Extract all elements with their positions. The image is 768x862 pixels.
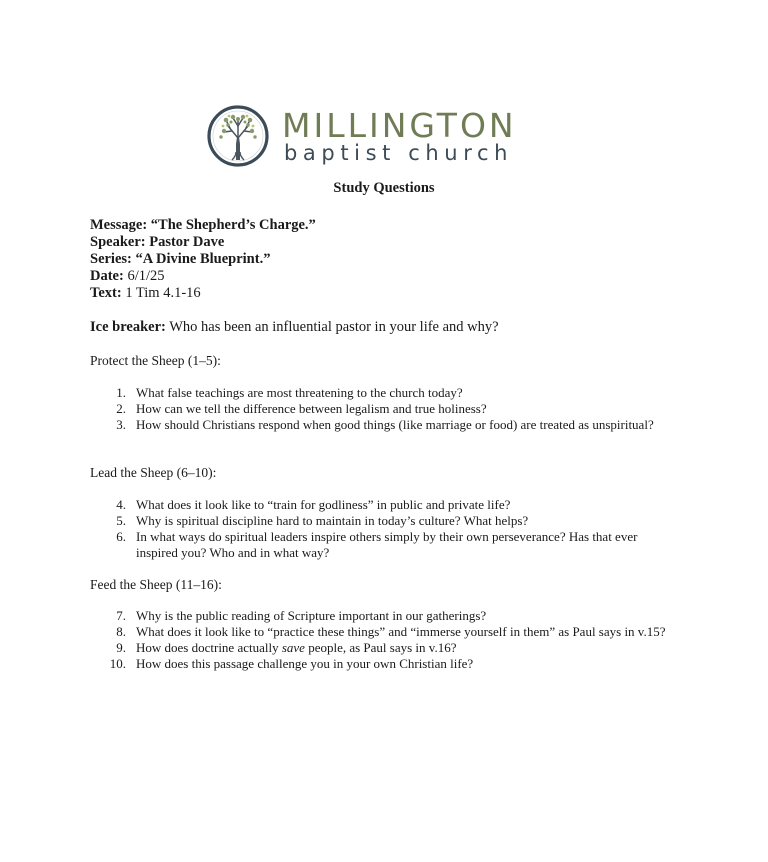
page-title: Study Questions xyxy=(333,180,435,196)
date-label: Date: xyxy=(90,268,124,284)
section-heading-lead: Lead the Sheep (6–10): xyxy=(90,465,217,480)
speaker-value: Pastor Dave xyxy=(149,234,225,250)
series-row xyxy=(90,251,316,268)
icebreaker xyxy=(90,319,499,336)
message-row xyxy=(90,217,316,234)
question-list-protect xyxy=(106,385,676,433)
text-row xyxy=(90,285,316,302)
text-label: Text: xyxy=(90,285,122,301)
date-value: 6/1/25 xyxy=(127,268,165,284)
question-text-post: people, as Paul says in v.16? xyxy=(304,640,457,655)
question-text-pre: How does doctrine actually xyxy=(136,640,282,655)
question-text: What does it look like to “train for godliness” in public and private life? xyxy=(136,497,511,512)
date-row xyxy=(90,268,316,285)
question-item xyxy=(106,640,676,656)
question-number: 8. xyxy=(116,624,126,639)
question-text: How does this passage challenge you in your own Christian life? xyxy=(136,656,474,671)
question-list-feed xyxy=(106,608,676,672)
question-item xyxy=(106,497,676,513)
question-text: What false teachings are most threatening to the church today? xyxy=(136,385,463,400)
question-text-emphasis: save xyxy=(281,640,305,655)
speaker-label: Speaker: xyxy=(90,234,146,250)
speaker-row xyxy=(90,234,316,251)
question-item xyxy=(106,417,676,433)
question-number: 7. xyxy=(116,608,126,623)
question-text: How should Christians respond when good things (like marriage or food) are treated as unspiritual? xyxy=(136,417,654,432)
series-label: Series: xyxy=(90,251,132,267)
question-number: 1. xyxy=(116,385,126,400)
question-item xyxy=(106,608,676,624)
question-number: 6. xyxy=(116,529,126,544)
question-number: 2. xyxy=(116,401,126,416)
church-logo xyxy=(206,104,556,168)
question-text: How can we tell the difference between legalism and true holiness? xyxy=(136,401,487,416)
question-text: Why is the public reading of Scripture important in our gatherings? xyxy=(136,608,487,623)
series-value: “A Divine Blueprint.” xyxy=(135,251,271,267)
question-item xyxy=(106,656,676,672)
logo-church-name: MILLINGTON xyxy=(282,106,517,145)
question-item xyxy=(106,513,676,529)
section-heading-feed: Feed the Sheep (11–16): xyxy=(90,577,222,592)
question-list-lead xyxy=(106,497,676,561)
tree-emblem-icon xyxy=(206,104,270,168)
message-value: “The Shepherd’s Charge.” xyxy=(150,217,316,233)
question-number: 9. xyxy=(116,640,126,655)
question-number: 4. xyxy=(116,497,126,512)
question-text xyxy=(136,640,456,655)
message-label: Message: xyxy=(90,217,148,233)
text-value: 1 Tim 4.1-16 xyxy=(125,285,201,301)
logo-church-subtitle: baptist church xyxy=(284,141,514,165)
question-item xyxy=(106,529,676,561)
question-item xyxy=(106,624,676,640)
question-number: 5. xyxy=(116,513,126,528)
question-text: In what ways do spiritual leaders inspire others simply by their own perseverance? Has that ever inspired you? Who and in what way? xyxy=(136,529,638,560)
icebreaker-question: Who has been an influential pastor in your life and why? xyxy=(169,319,499,335)
question-text: What does it look like to “practice these things” and “immerse yourself in them” as Paul says in v.15? xyxy=(136,624,666,639)
question-number: 3. xyxy=(116,417,126,432)
question-item xyxy=(106,401,676,417)
sermon-info xyxy=(90,217,316,302)
question-number: 10. xyxy=(109,656,126,671)
question-item xyxy=(106,385,676,401)
section-heading-protect: Protect the Sheep (1–5): xyxy=(90,353,221,368)
question-text: Why is spiritual discipline hard to maintain in today’s culture? What helps? xyxy=(136,513,529,528)
icebreaker-label: Ice breaker: xyxy=(90,319,166,335)
